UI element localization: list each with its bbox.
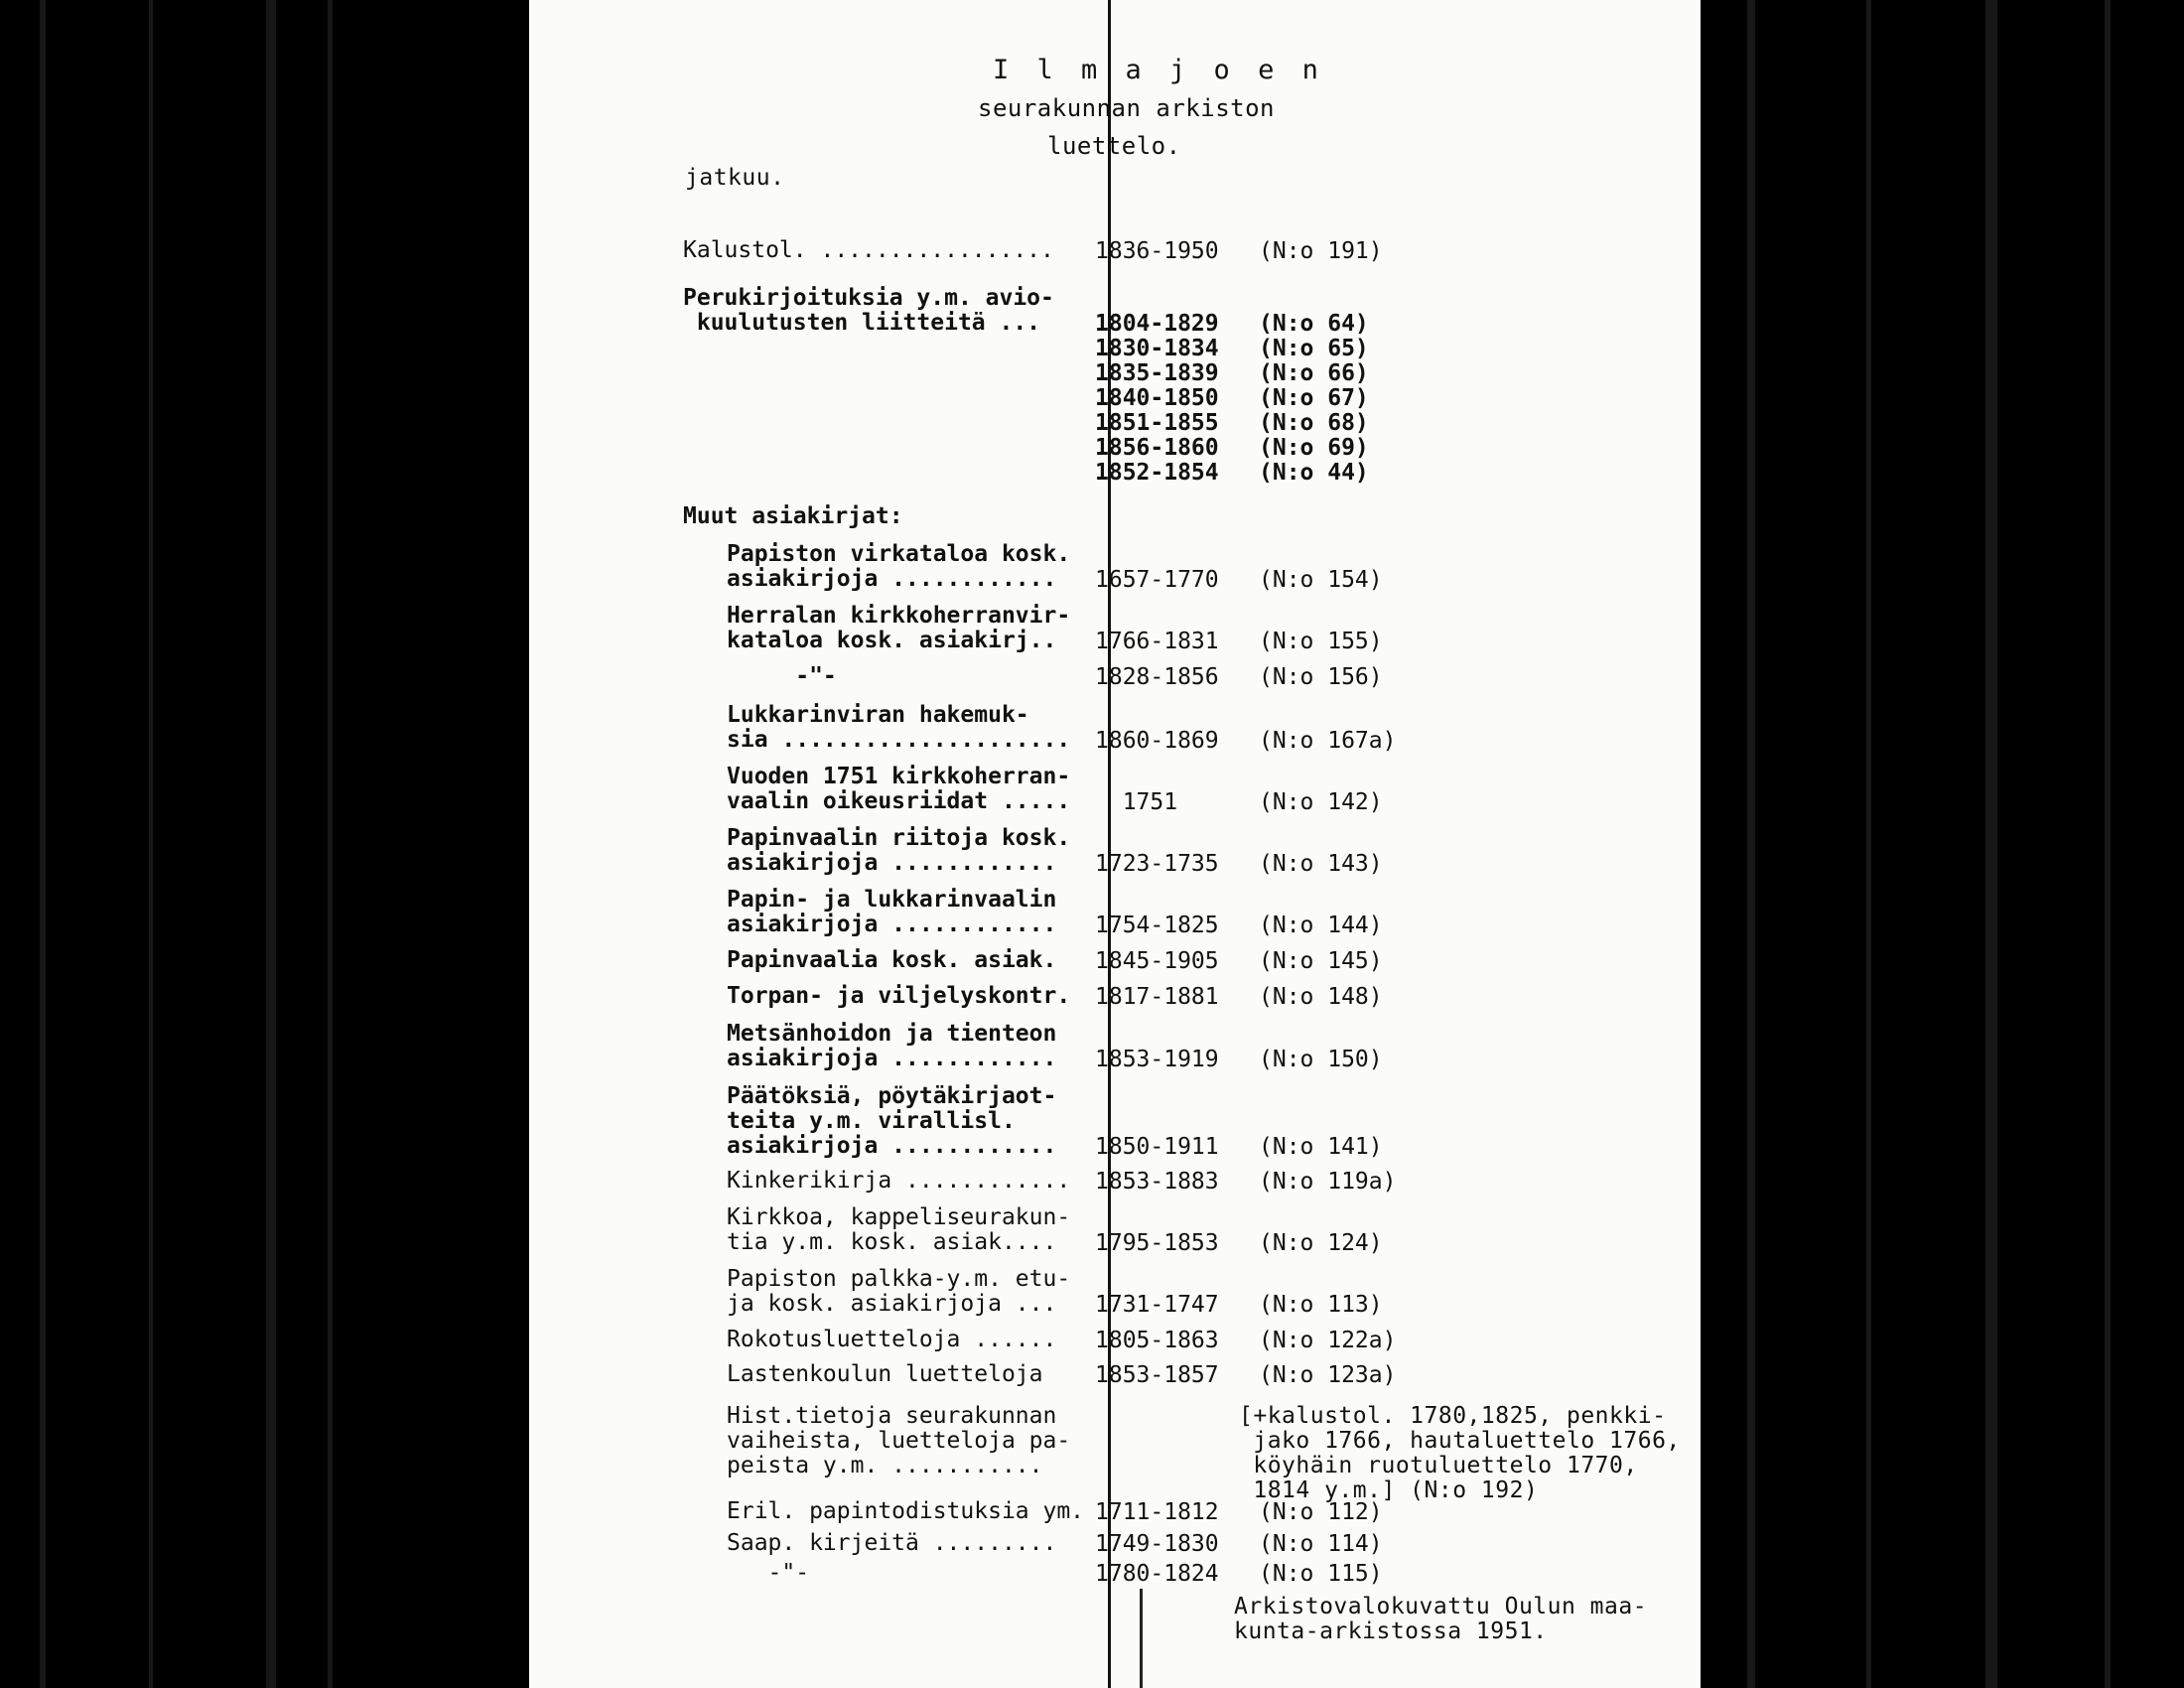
film-stripe: [2105, 0, 2111, 1688]
entry-ref: (N:o 66): [1259, 360, 1369, 386]
film-stripe: [1985, 0, 1997, 1688]
entry-dates: 1723-1735: [1095, 851, 1219, 877]
film-stripe: [149, 0, 153, 1688]
entry-ref: (N:o 154): [1259, 567, 1383, 593]
entry-dates: 1853-1919: [1095, 1047, 1219, 1072]
entry-text: Päätöksiä, pöytäkirjaot- teita y.m. virallisl. asiakirjoja ............: [727, 1083, 1057, 1159]
entry-ref: (N:o 119a): [1259, 1169, 1397, 1195]
entry-dates: 1805-1863: [1095, 1328, 1219, 1353]
section-heading: Muut asiakirjat:: [683, 503, 903, 529]
film-stripe: [1866, 0, 1871, 1688]
entry-dates: 1711-1812: [1095, 1499, 1219, 1525]
entry-text: Papinvaalia kosk. asiak.: [727, 947, 1057, 973]
entry-ref: (N:o 64): [1259, 311, 1369, 337]
entry-dates: 1830-1834: [1095, 336, 1219, 361]
entry-dates: 1731-1747: [1095, 1292, 1219, 1318]
entry-text: Herralan kirkkoherranvir- kataloa kosk. asiakirj..: [727, 603, 1071, 653]
entry-dates: 1751: [1095, 789, 1178, 815]
entry-ref: (N:o 65): [1259, 336, 1369, 361]
entry-dates: 1817-1881: [1095, 984, 1219, 1010]
page-fold-line: [1140, 1589, 1143, 1688]
entry-ref: (N:o 68): [1259, 410, 1369, 436]
entry-dates: 1851-1855: [1095, 410, 1219, 436]
entry-ref: (N:o 115): [1259, 1561, 1383, 1587]
entry-text: Kirkkoa, kappeliseurakun- tia y.m. kosk. asiak....: [727, 1204, 1071, 1255]
entry-text: Metsänhoidon ja tienteon asiakirjoja ............: [727, 1021, 1057, 1071]
entry-dates: 1836-1950: [1095, 238, 1219, 264]
entry-dates: 1766-1831: [1095, 629, 1219, 654]
entry-ref: (N:o 123a): [1259, 1362, 1397, 1388]
entry-text: Kalustol. .................: [683, 237, 1054, 263]
title-line-2: seurakunnan arkiston: [978, 94, 1275, 122]
entry-ref: (N:o 191): [1259, 238, 1383, 264]
entry-dates: 1853-1857: [1095, 1362, 1219, 1388]
entry-ref: (N:o 167a): [1259, 728, 1397, 754]
footer-note: Arkistovalokuvattu Oulun maa- kunta-arkistossa 1951.: [1234, 1594, 1648, 1644]
entry-text: Lukkarinviran hakemuk- sia .....................: [727, 702, 1071, 753]
entry-ref: (N:o 156): [1259, 664, 1383, 690]
entry-dates: 1853-1883: [1095, 1169, 1219, 1195]
entry-ref: (N:o 155): [1259, 629, 1383, 654]
film-stripe: [266, 0, 276, 1688]
entry-ref: (N:o 148): [1259, 984, 1383, 1010]
hist-note: [+kalustol. 1780,1825, penkki- jako 1766, hautaluettelo 1766, köyhäin ruotuluettelo 1770, 1814 y.m.] (N:o 192): [1239, 1403, 1681, 1503]
entry-dates: 1860-1869: [1095, 728, 1219, 754]
entry-dates: 1657-1770: [1095, 567, 1219, 593]
entry-text: Saap. kirjeitä .........: [727, 1530, 1057, 1556]
entry-ref: (N:o 114): [1259, 1531, 1383, 1557]
entry-ref: (N:o 113): [1259, 1292, 1383, 1318]
entry-text: Hist.tietoja seurakunnan vaiheista, luetteloja pa- peista y.m. ...........: [727, 1403, 1071, 1478]
film-stripe: [328, 0, 333, 1688]
entry-text: Lastenkoulun luetteloja: [727, 1361, 1043, 1387]
entry-dates: 1835-1839: [1095, 360, 1219, 386]
entry-ref: (N:o 67): [1259, 385, 1369, 411]
entry-dates: 1852-1854: [1095, 460, 1219, 486]
film-stripe: [40, 0, 46, 1688]
entry-text: Papin- ja lukkarinvaalin asiakirjoja ............: [727, 887, 1057, 937]
entry-dates: 1749-1830: [1095, 1531, 1219, 1557]
entry-dates: 1804-1829: [1095, 311, 1219, 337]
entry-dates: 1845-1905: [1095, 948, 1219, 974]
entry-ref: (N:o 124): [1259, 1230, 1383, 1256]
entry-text: Rokotusluetteloja ......: [727, 1327, 1057, 1352]
title-line-1: I l m a j o e n: [993, 55, 1324, 85]
film-stripe: [1747, 0, 1755, 1688]
entry-ref: (N:o 112): [1259, 1499, 1383, 1525]
entry-ref: (N:o 44): [1259, 460, 1369, 486]
entry-text: Torpan- ja viljelyskontr.: [727, 983, 1071, 1009]
entry-ref: (N:o 150): [1259, 1047, 1383, 1072]
entry-ref: (N:o 141): [1259, 1134, 1383, 1160]
entry-dates: 1856-1860: [1095, 435, 1219, 461]
entry-text: -"-: [727, 1560, 810, 1586]
entry-dates: 1840-1850: [1095, 385, 1219, 411]
continued-label: jatkuu.: [685, 165, 785, 191]
entry-dates: 1850-1911: [1095, 1134, 1219, 1160]
title-line-3: luettelo.: [1047, 132, 1181, 160]
entry-text: Papiston virkataloa kosk. asiakirjoja ............: [727, 541, 1071, 592]
entry-text: Eril. papintodistuksia ym.: [727, 1498, 1085, 1524]
entry-ref: (N:o 69): [1259, 435, 1369, 461]
entry-text: Kinkerikirja ............: [727, 1168, 1071, 1194]
entry-text: -"-: [727, 663, 837, 689]
entry-dates: 1795-1853: [1095, 1230, 1219, 1256]
entry-text: Vuoden 1751 kirkkoherran- vaalin oikeusriidat .....: [727, 764, 1071, 814]
entry-ref: (N:o 142): [1259, 789, 1383, 815]
entry-ref: (N:o 145): [1259, 948, 1383, 974]
entry-ref: (N:o 122a): [1259, 1328, 1397, 1353]
entry-dates: 1828-1856: [1095, 664, 1219, 690]
entry-text: Papinvaalin riitoja kosk. asiakirjoja ............: [727, 825, 1071, 876]
entry-dates: 1780-1824: [1095, 1561, 1219, 1587]
entry-ref: (N:o 144): [1259, 913, 1383, 938]
entry-ref: (N:o 143): [1259, 851, 1383, 877]
entry-text: Papiston palkka-y.m. etu- ja kosk. asiakirjoja ...: [727, 1266, 1071, 1317]
entry-dates: 1754-1825: [1095, 913, 1219, 938]
entry-text: Perukirjoituksia y.m. avio- kuulutusten liitteitä ...: [683, 285, 1054, 336]
